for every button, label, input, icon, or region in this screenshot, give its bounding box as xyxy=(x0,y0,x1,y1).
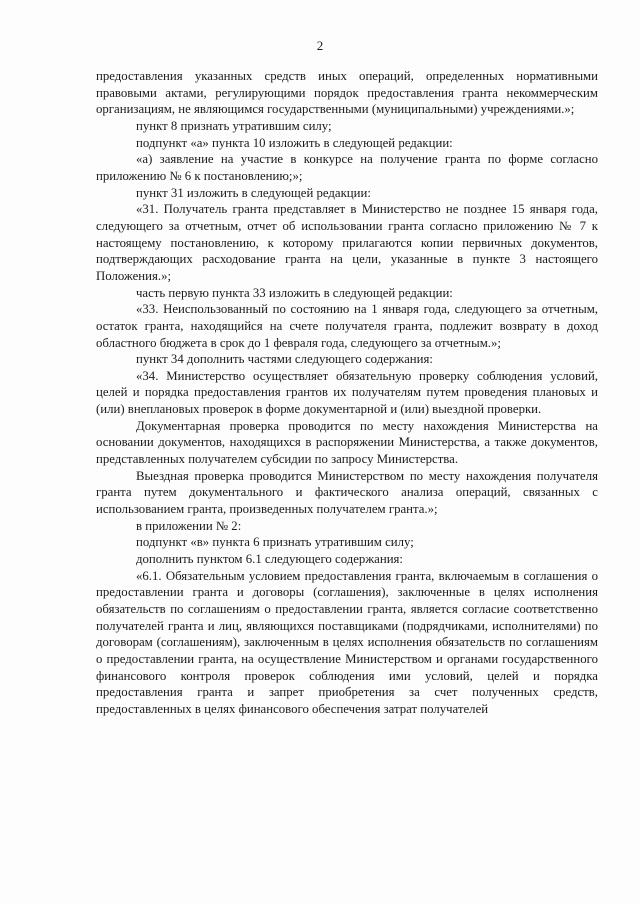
paragraph-13: в приложении № 2: xyxy=(136,518,242,533)
paragraph-12: Выездная проверка проводится Министерством по месту нахождения получателя гранта путем документального и фактического анализа операций, связанных с использованием гранта, произведенных получателем гранта.»; xyxy=(96,468,598,517)
paragraph-3: подпункт «а» пункта 10 изложить в следующей редакции: xyxy=(136,135,453,150)
paragraph-11: Документарная проверка проводится по месту нахождения Министерства на основании документов, находящихся в распоряжении Министерства, а также документов, представленных получателем субсидии по запросу Министерства. xyxy=(96,418,598,467)
document-body xyxy=(96,68,598,718)
paragraph-1: предоставления указанных средств иных операций, определенных нормативными правовыми актами, регулирующими порядок предоставления гранта некоммерческим организациям, не являющимся государственными (муниципальными) учреждениями.»; xyxy=(96,69,598,117)
paragraph-15: дополнить пунктом 6.1 следующего содержания: xyxy=(136,552,403,567)
paragraph-9: пункт 34 дополнить частями следующего содержания: xyxy=(136,352,433,367)
paragraph-4: «а) заявление на участие в конкурсе на получение гранта по форме согласно приложению № 6 к постановлению;»; xyxy=(96,152,598,183)
paragraph-8: «33. Неиспользованный по состоянию на 1 января года, следующего за отчетным, остаток гранта, находящийся на счете получателя гранта, подлежит возврату в доход областного бюджета в срок до 1 февраля года, следующего за отчетным.»; xyxy=(96,302,598,350)
paragraph-2: пункт 8 признать утратившим силу; xyxy=(136,118,332,133)
page-number: 2 xyxy=(316,38,324,53)
paragraph-10: «34. Министерство осуществляет обязательную проверку соблюдения условий, целей и порядка предоставления грантов их получателям путем проведения плановых и (или) внеплановых проверок в форме документарной и (или) выездной проверки. xyxy=(96,368,598,417)
paragraph-5: пункт 31 изложить в следующей редакции: xyxy=(136,185,371,200)
paragraph-7: часть первую пункта 33 изложить в следующей редакции: xyxy=(136,285,453,300)
paragraph-14: подпункт «в» пункта 6 признать утратившим силу; xyxy=(136,535,414,550)
paragraph-6: «31. Получатель гранта представляет в Министерство не позднее 15 января года, следующего за отчетным, отчет об использовании гранта согласно приложению № 7 к настоящему постановлению, к которому прилагаются копии первичных документов, подтверждающих расходование гранта на цели, указанные в пункте 3 настоящего Положения.»; xyxy=(96,202,598,283)
paragraph-16: «6.1. Обязательным условием предоставления гранта, включаемым в соглашения о предоставлении гранта и договоры (соглашения), заключенные в целях исполнения обязательств по соглашениям о предоставлении гранта, является согласие соответственно получателей гранта и лиц, являющихся поставщиками (подрядчиками, исполнителями) по договорам (соглашениям), заключенным в целях исполнения обязательств по соглашениям о предоставлении гранта, на осуществление Министерством и органами государственного финансового контроля проверок соблюдения ими условий, целей и порядка предоставления гранта и запрет приобретения за счет полученных средств, предоставленных в целях финансового обеспечения затрат получателей xyxy=(96,568,598,716)
